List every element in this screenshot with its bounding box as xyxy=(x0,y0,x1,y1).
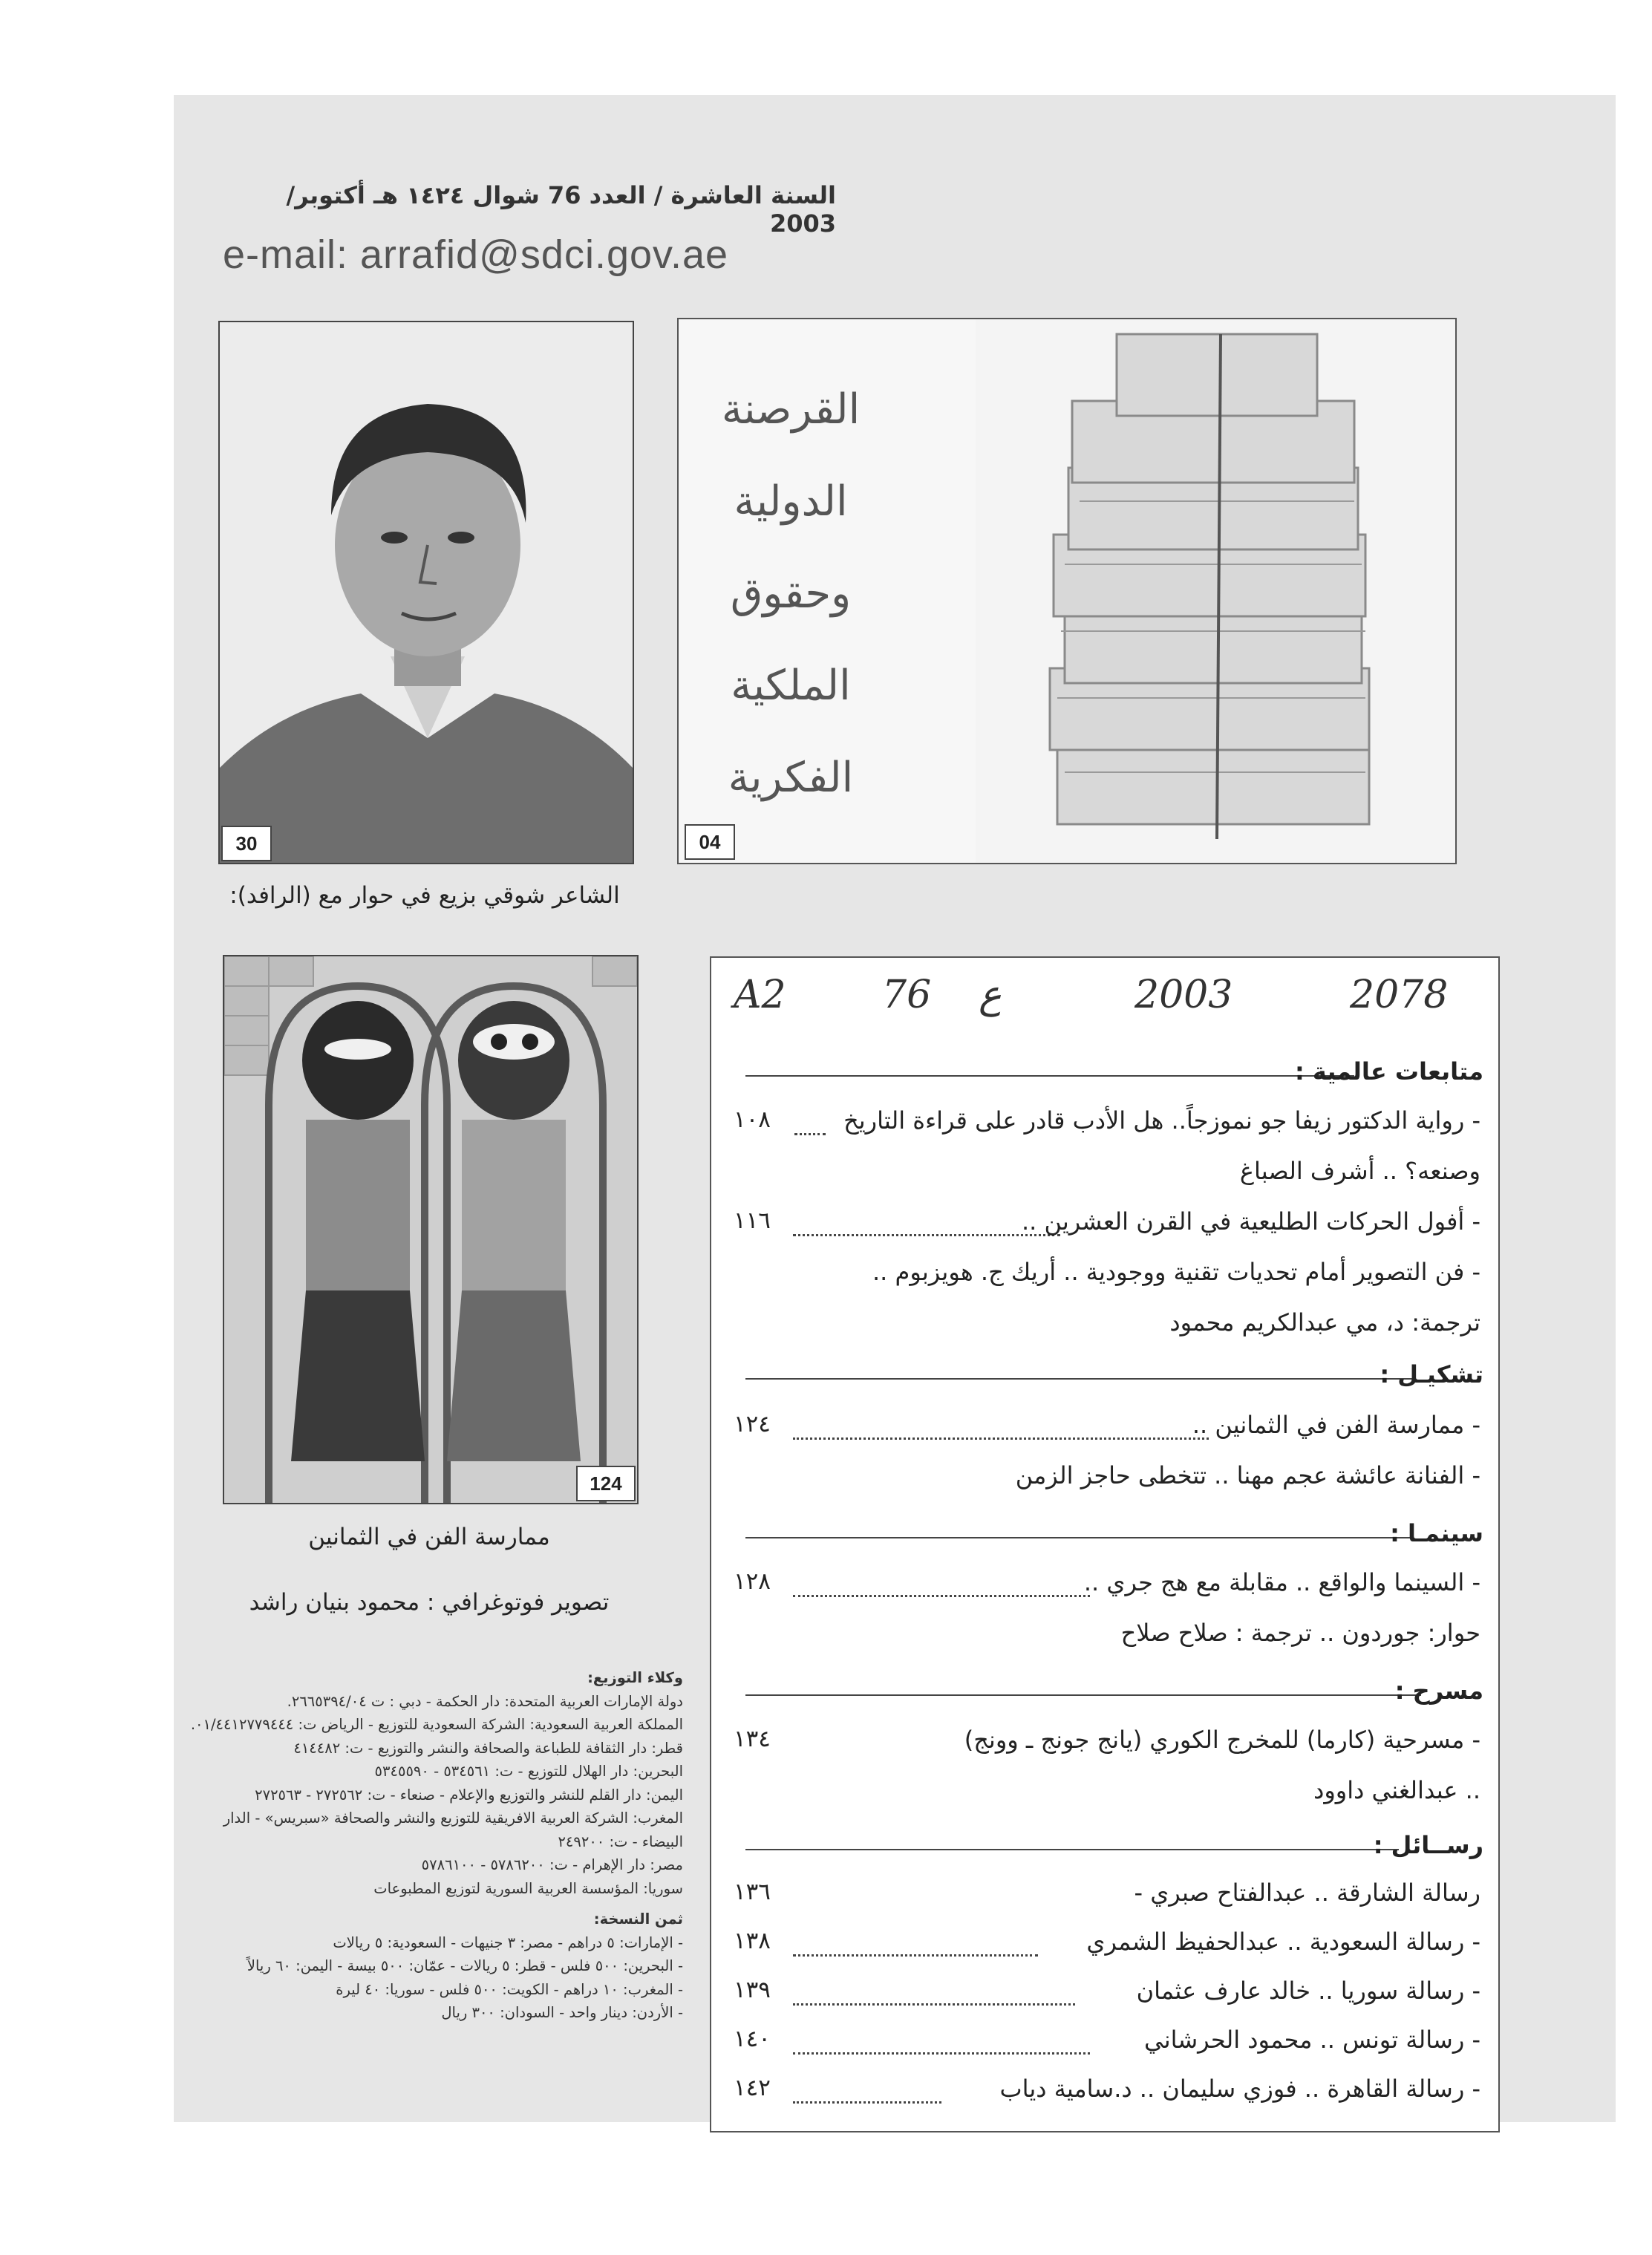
distribution-heading: وكلاء التوزيع: xyxy=(587,1669,683,1686)
dot-leader xyxy=(793,2101,941,2104)
distribution-line: المملكة العربية السعودية: الشركة السعودية للتوزيع - الرياض ت: ٠١/٤٤١٢٧٧٩٤٤٤. xyxy=(190,1716,683,1733)
table-of-contents xyxy=(710,956,1500,2132)
toc-entry[interactable] xyxy=(711,1461,1495,1506)
toc-entry[interactable] xyxy=(711,1411,1495,1455)
toc-entry[interactable] xyxy=(711,2026,1495,2070)
toc-page-number: ١٠٨ xyxy=(734,1106,771,1133)
dot-leader xyxy=(793,1954,1038,1957)
distribution-line: دولة الإمارات العربية المتحدة: دار الحكمة - دبي : ت ٢٦٦٥٣٩٤/٠٤. xyxy=(287,1692,683,1710)
toc-page-number: ١٣٨ xyxy=(734,1928,771,1954)
toc-page-number: ١٣٦ xyxy=(734,1879,771,1905)
section-title: متابعات عالمية : xyxy=(1294,1057,1483,1086)
toc-entry-title: - ممارسة الفن في الثمانين .. xyxy=(1192,1411,1480,1439)
toc-entry-title: - رسالة تونس .. محمود الحرشاني xyxy=(1144,2026,1480,2054)
portrait-caption: الشاعر شوقي بزيع في حوار مع (الرافد): xyxy=(229,882,620,909)
toc-entry[interactable] xyxy=(711,1258,1495,1302)
toc-page-number: ١٤٢ xyxy=(734,2075,771,2101)
toc-page-number: ١٣٩ xyxy=(734,1977,771,2003)
toc-entry[interactable] xyxy=(711,1879,1495,1923)
handwritten-mark: 76 xyxy=(882,973,932,1017)
toc-page-number: ١١٦ xyxy=(734,1207,771,1234)
cover-title-line: القرصنة xyxy=(721,385,861,434)
distribution-line: اليمن: دار القلم للنشر والتوزيع والإعلام - صنعاء - ت: ٢٧٢٥٦٢ - ٢٧٢٥٦٣ xyxy=(255,1786,683,1804)
toc-entry-title: .. عبدالغني داوود xyxy=(1313,1776,1480,1804)
toc-entry-title: - مسرحية (كارما) للمخرج الكوري (يانج جونج ـ وونج) xyxy=(964,1726,1480,1754)
cover-title-line: الدولية xyxy=(734,477,848,526)
portrait-photo[interactable] xyxy=(218,321,634,864)
toc-entry-title: - فن التصوير أمام تحديات تقنية ووجودية .. أريك ج. هويزبوم .. xyxy=(872,1258,1480,1286)
dot-leader xyxy=(793,2052,1090,2055)
drawing-illustration xyxy=(224,956,637,1503)
price-line: - الأردن: دينار واحد - السودان: ٣٠٠ ريال xyxy=(441,2004,683,2021)
dot-leader xyxy=(793,1234,1060,1236)
paper-stack-illustration xyxy=(976,319,1455,863)
toc-entry-title: - رسالة القاهرة .. فوزي سليمان .. د.سامية دياب xyxy=(999,2075,1480,2103)
dot-leader xyxy=(793,1595,1090,1597)
toc-entry[interactable] xyxy=(711,1157,1495,1201)
price-line: - البحرين: ٥٠٠ فلس - قطر: ٥ ريالات - عمّان: ٥٠٠ بيسة - اليمن: ٦٠ ريالاً xyxy=(247,1957,683,1974)
distribution-info xyxy=(178,1666,683,2118)
page-badge: 04 xyxy=(685,824,735,860)
toc-page-number: ١٢٨ xyxy=(734,1568,771,1595)
toc-entry[interactable] xyxy=(711,1308,1495,1353)
toc-entry-title: - رسالة السعودية .. عبدالحفيظ الشمري xyxy=(1086,1928,1480,1956)
section-rule xyxy=(745,1849,1399,1850)
dot-leader xyxy=(793,2003,1075,2006)
section-rule xyxy=(745,1694,1421,1696)
toc-entry[interactable] xyxy=(711,2075,1495,2119)
section-rule xyxy=(745,1378,1414,1380)
toc-entry[interactable] xyxy=(711,1619,1495,1663)
email-address[interactable]: e-mail: arrafid@sdci.gov.ae xyxy=(223,232,729,277)
dot-leader xyxy=(793,1437,1209,1440)
distribution-line: المغرب: الشركة العربية الافريقية للتوزيع والنشر والصحافة «سبريس» - الدار البيضاء - ت: ٢٤٩٢٠٠ xyxy=(223,1809,683,1850)
toc-entry-title: - السينما والواقع .. مقابلة مع هج جري .. xyxy=(1083,1568,1480,1596)
distribution-line: مصر: دار الإهرام - ت: ٥٧٨٦٢٠٠ - ٥٧٨٦١٠٠ xyxy=(421,1856,683,1873)
drawing-caption: ممارسة الفن في الثمانين xyxy=(308,1524,550,1550)
toc-entry-title: وصنعه؟ .. أشرف الصباغ xyxy=(1239,1157,1480,1185)
toc-entry-title: - رواية الدكتور زيفا جو نموزجاً.. هل الأدب قادر على قراءة التاريخ xyxy=(843,1106,1480,1135)
page-badge: 30 xyxy=(221,826,272,861)
distribution-line: قطر: دار الثقافة للطباعة والصحافة والنشر والتوزيع - ت: ٤١٤٤٨٢ xyxy=(293,1739,683,1757)
toc-page-number: ١٤٠ xyxy=(734,2026,771,2052)
cover-title-line: الملكية xyxy=(731,662,851,710)
handwritten-mark: ع xyxy=(979,973,1002,1017)
toc-entry[interactable] xyxy=(711,1568,1495,1613)
distribution-line: البحرين: دار الهلال للتوزيع - ت: ٥٣٤٥٦١ - ٥٣٤٥٥٩٠ xyxy=(374,1763,683,1780)
toc-page-number: ١٢٤ xyxy=(734,1411,771,1437)
distribution-line: سوريا: المؤسسة العربية السورية لتوزيع المطبوعات xyxy=(373,1879,683,1897)
price-line: - المغرب: ١٠ دراهم - الكويت: ٥٠٠ فلس - سوريا: ٤٠ ليرة xyxy=(336,1980,683,1998)
section-title: رســائل : xyxy=(1373,1831,1483,1859)
toc-entry-title: حوار: جوردون .. ترجمة : صلاح صلاح xyxy=(1120,1619,1480,1647)
toc-entry-title: رسالة الشارقة .. عبدالفتاح صبري - xyxy=(1134,1879,1480,1907)
toc-entry[interactable] xyxy=(711,1977,1495,2021)
page-badge: 124 xyxy=(576,1466,636,1501)
toc-entry-title: - رسالة سوريا .. خالد عارف عثمان xyxy=(1136,1977,1480,2005)
toc-entry-title: - الفنانة عائشة عجم مهنا .. تتخطى حاجز الزمن xyxy=(1015,1461,1480,1489)
section-title: سينمـا : xyxy=(1390,1519,1483,1547)
toc-entry-title: ترجمة: د، مي عبدالكريم محمود xyxy=(1169,1308,1480,1337)
toc-entry[interactable] xyxy=(711,1106,1495,1151)
toc-page-number: ١٣٤ xyxy=(734,1726,771,1752)
portrait-illustration xyxy=(220,322,633,863)
cover-title-line: وحقوق xyxy=(730,570,852,618)
toc-entry[interactable] xyxy=(711,1726,1495,1770)
price-line: - الإمارات: ٥ دراهم - مصر: ٣ جنيهات - السعودية: ٥ ريالات xyxy=(333,1933,683,1951)
handwritten-mark: 2078 xyxy=(1350,973,1449,1017)
section-rule xyxy=(745,1537,1414,1538)
cover-feature[interactable] xyxy=(677,318,1457,864)
handwritten-mark: A2 xyxy=(734,973,786,1017)
cover-title xyxy=(693,364,888,824)
drawing-artwork[interactable] xyxy=(223,955,639,1504)
price-heading: ثمن النسخة: xyxy=(593,1910,683,1928)
toc-entry-title: - أفول الحركات الطليعية في القرن العشرين .. xyxy=(1021,1207,1480,1236)
section-rule xyxy=(745,1075,1354,1077)
toc-entry[interactable] xyxy=(711,1207,1495,1252)
section-title: مسرح : xyxy=(1394,1677,1483,1705)
handwritten-mark: 2003 xyxy=(1134,973,1233,1017)
section-title: تشكيـل : xyxy=(1380,1360,1483,1388)
toc-entry[interactable] xyxy=(711,1776,1495,1821)
photo-credit: تصوير فوتوغرافي : محمود بنيان راشد xyxy=(249,1589,610,1616)
dot-leader xyxy=(794,1133,826,1135)
issue-line: السنة العاشرة / العدد 76 شوال ١٤٢٤ هـ أكتوبر/ 2003 xyxy=(286,181,836,238)
toc-entry[interactable] xyxy=(711,1928,1495,1972)
cover-title-line: الفكرية xyxy=(728,754,854,802)
